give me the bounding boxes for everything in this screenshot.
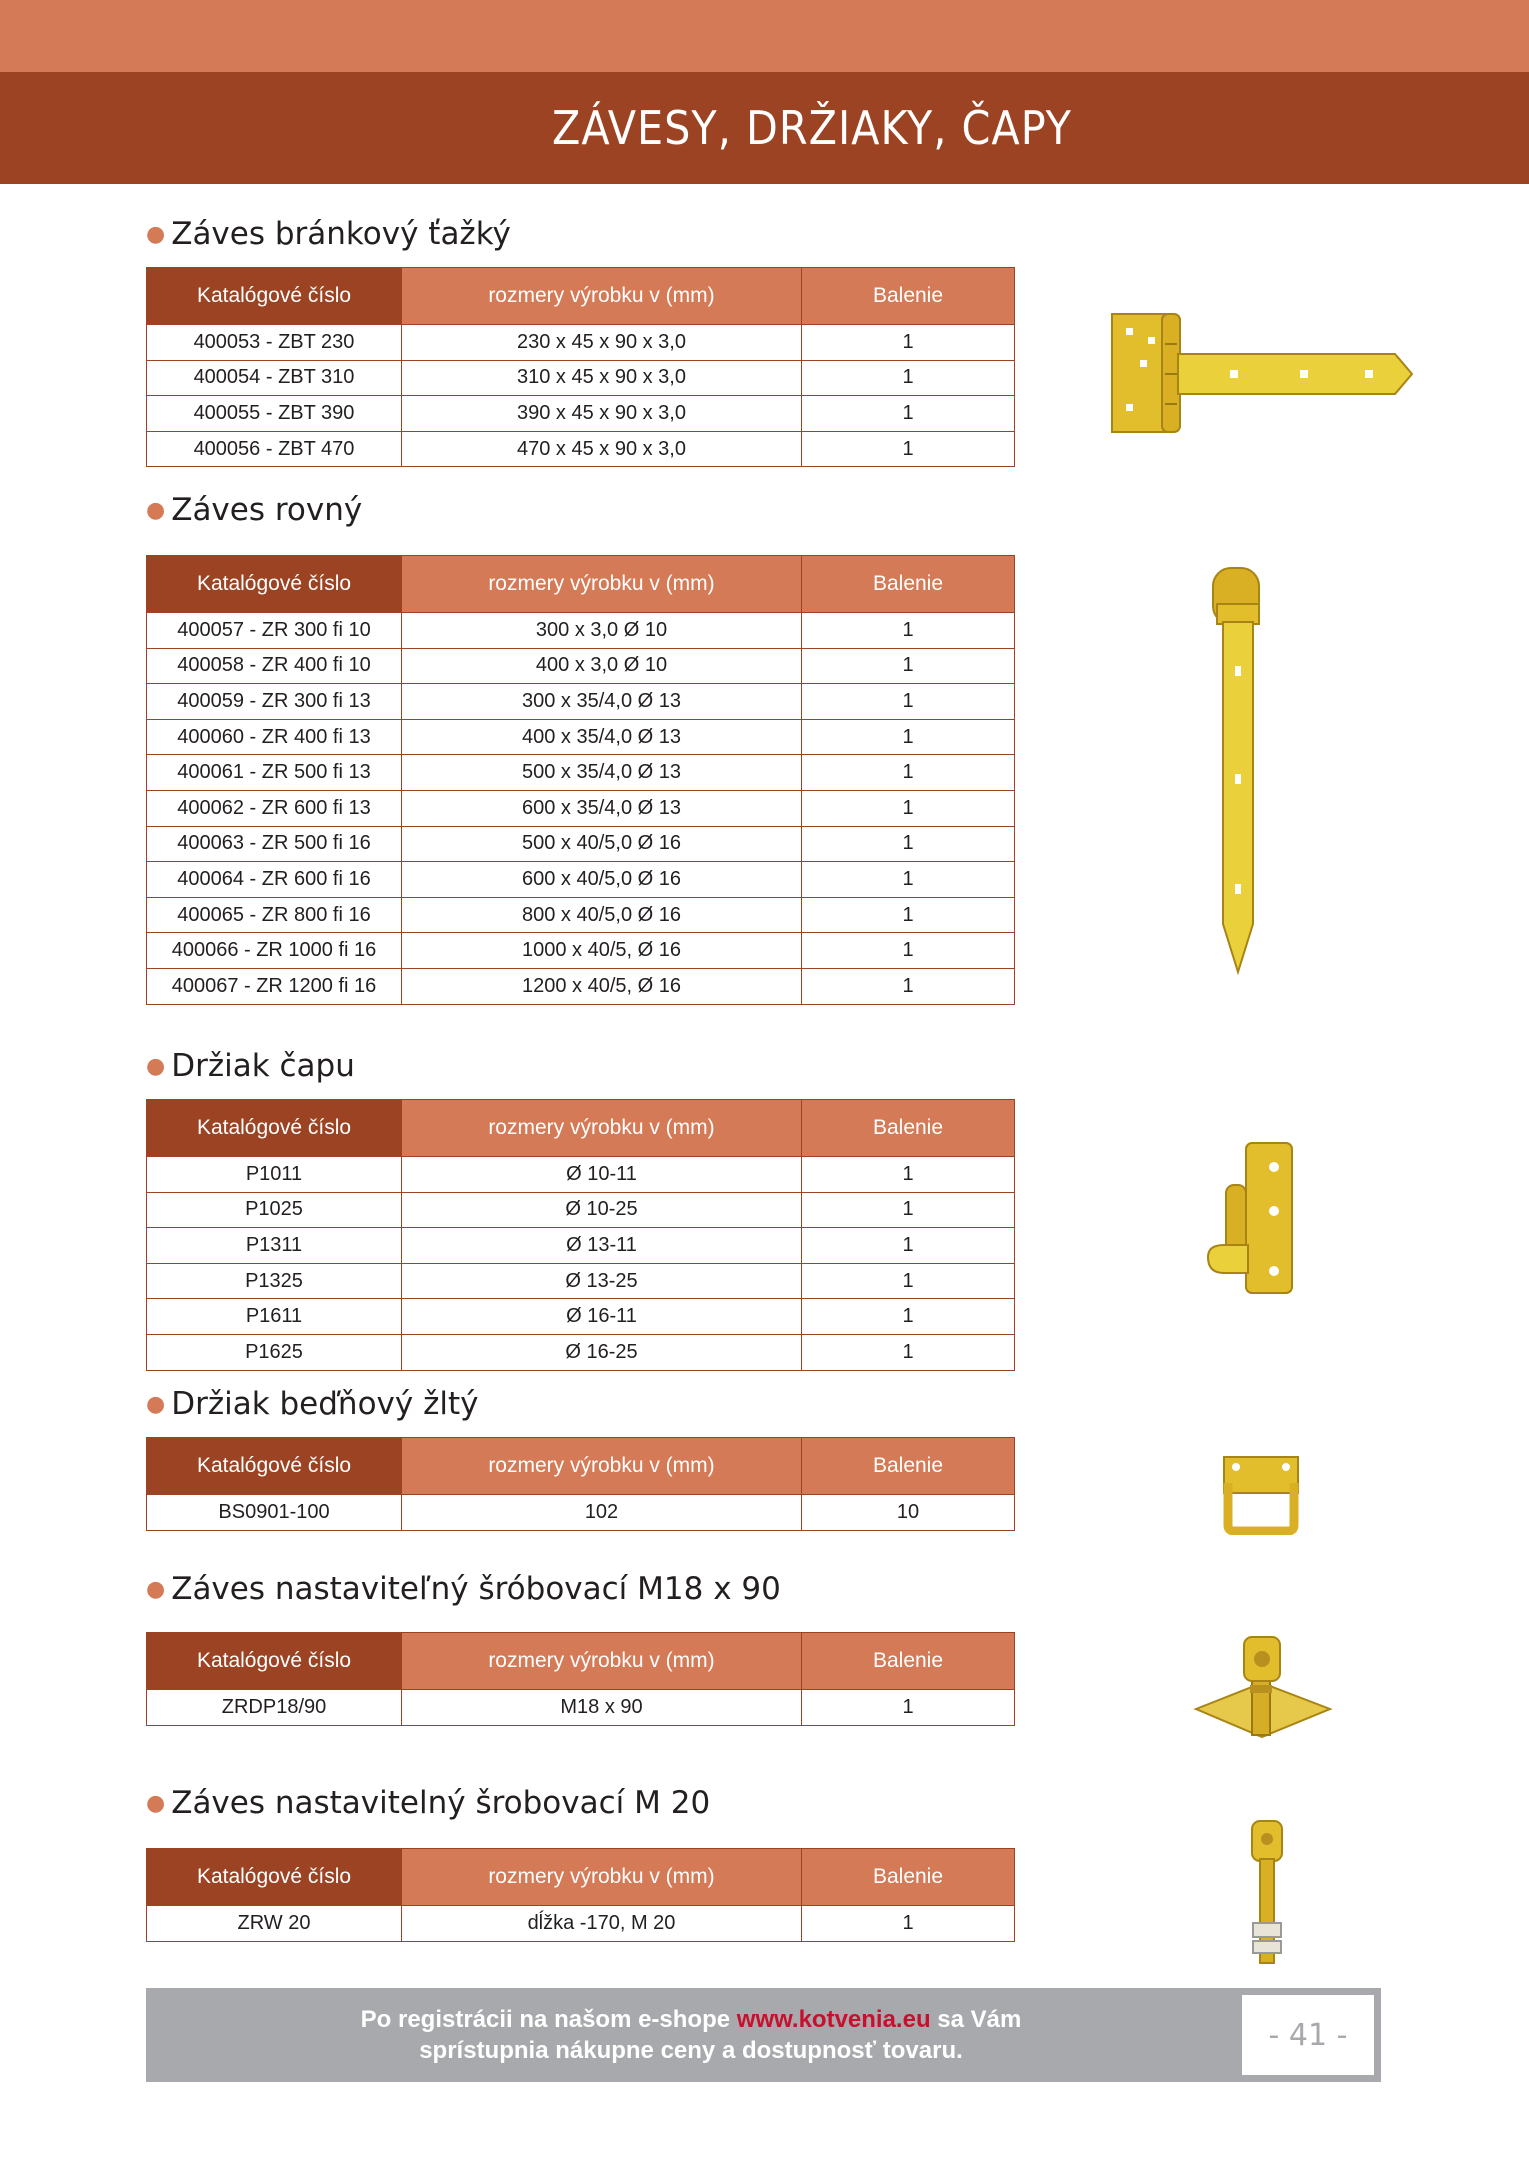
cell-dimensions: 600 x 35/4,0 Ø 13 (402, 790, 802, 826)
header-dimensions: rozmery výrobku v (mm) (402, 1100, 802, 1157)
cell-dimensions: Ø 10-11 (402, 1157, 802, 1193)
t-hinge-icon (1110, 312, 1415, 434)
cell-dimensions: 800 x 40/5,0 Ø 16 (402, 897, 802, 933)
cell-packaging: 10 (802, 1495, 1015, 1531)
cell-catalog-number: P1311 (147, 1228, 402, 1264)
cell-packaging: 1 (802, 325, 1015, 361)
cell-dimensions: dĺžka -170, M 20 (402, 1906, 802, 1942)
cell-catalog-number: 400055 - ZBT 390 (147, 396, 402, 432)
header-dimensions: rozmery výrobku v (mm) (402, 556, 802, 613)
footer-line-1 (361, 2004, 1022, 2035)
table-row (147, 755, 1015, 791)
cell-packaging: 1 (802, 684, 1015, 720)
bullet-icon: ● (146, 1392, 166, 1417)
header-catalog-number: Katalógové číslo (147, 1100, 402, 1157)
section-zaves-rovny (146, 487, 1014, 1005)
cell-catalog-number: 400066 - ZR 1000 fi 16 (147, 933, 402, 969)
cell-dimensions: 1200 x 40/5, Ø 16 (402, 968, 802, 1004)
header-catalog-number: Katalógové číslo (147, 268, 402, 325)
product-table (146, 555, 1015, 1005)
cell-dimensions: 102 (402, 1495, 802, 1531)
section-title (146, 1043, 1014, 1089)
cell-packaging: 1 (802, 1690, 1015, 1726)
cell-catalog-number: 400054 - ZBT 310 (147, 360, 402, 396)
table-header-row (147, 268, 1015, 325)
cell-dimensions: 400 x 3,0 Ø 10 (402, 648, 802, 684)
section-title (146, 1566, 1014, 1612)
cell-dimensions: 310 x 45 x 90 x 3,0 (402, 360, 802, 396)
cell-packaging: 1 (802, 1906, 1015, 1942)
screw-hinge-m20-icon (1240, 1819, 1294, 1967)
cell-dimensions: M18 x 90 (402, 1690, 802, 1726)
section-title (146, 1780, 1014, 1826)
section-title (146, 487, 1014, 533)
cell-packaging: 1 (802, 396, 1015, 432)
bullet-icon: ● (146, 1054, 166, 1079)
cell-dimensions: 500 x 35/4,0 Ø 13 (402, 755, 802, 791)
table-row (147, 325, 1015, 361)
cell-dimensions: Ø 16-25 (402, 1334, 802, 1370)
table-row (147, 1157, 1015, 1193)
cell-catalog-number: ZRDP18/90 (147, 1690, 402, 1726)
cell-catalog-number: P1011 (147, 1157, 402, 1193)
header-dimensions: rozmery výrobku v (mm) (402, 268, 802, 325)
footer-line-1-pre: Po registrácii na našom e-shope (360, 2006, 731, 2033)
section-drziak-capu (146, 1043, 1014, 1371)
header-dimensions: rozmery výrobku v (mm) (402, 1438, 802, 1495)
cell-catalog-number: 400057 - ZR 300 fi 10 (147, 613, 402, 649)
pin-holder-icon (1204, 1141, 1296, 1301)
table-row (147, 826, 1015, 862)
cell-catalog-number: ZRW 20 (147, 1906, 402, 1942)
section-title-text: Držiak čapu (171, 1048, 355, 1084)
product-table (146, 1437, 1015, 1531)
cell-dimensions: 1000 x 40/5, Ø 16 (402, 933, 802, 969)
table-row (147, 1906, 1015, 1942)
header-band (0, 0, 1529, 72)
cell-catalog-number: 400067 - ZR 1200 fi 16 (147, 968, 402, 1004)
cell-packaging: 1 (802, 755, 1015, 791)
cell-packaging: 1 (802, 719, 1015, 755)
cell-packaging: 1 (802, 897, 1015, 933)
cell-packaging: 1 (802, 1263, 1015, 1299)
table-row (147, 1299, 1015, 1335)
cell-packaging: 1 (802, 431, 1015, 467)
table-row (147, 613, 1015, 649)
header-catalog-number: Katalógové číslo (147, 1849, 402, 1906)
table-row (147, 684, 1015, 720)
cell-catalog-number: 400062 - ZR 600 fi 13 (147, 790, 402, 826)
header-dimensions: rozmery výrobku v (mm) (402, 1849, 802, 1906)
cell-packaging: 1 (802, 1192, 1015, 1228)
footer-text (146, 1988, 1236, 2082)
footer-line-1-post: sa Vám (937, 2006, 1022, 2033)
table-row (147, 897, 1015, 933)
cell-packaging: 1 (802, 826, 1015, 862)
cell-dimensions: 230 x 45 x 90 x 3,0 (402, 325, 802, 361)
table-row (147, 1690, 1015, 1726)
cell-catalog-number: P1325 (147, 1263, 402, 1299)
cell-catalog-number: 400065 - ZR 800 fi 16 (147, 897, 402, 933)
bullet-icon: ● (146, 222, 166, 247)
bullet-icon: ● (146, 1577, 166, 1602)
page-title: ZÁVESY, DRŽIAKY, ČAPY (0, 72, 1529, 184)
section-zaves-brankovy (146, 211, 1014, 467)
cell-catalog-number: 400053 - ZBT 230 (147, 325, 402, 361)
header-packaging: Balenie (802, 1633, 1015, 1690)
cell-catalog-number: 400063 - ZR 500 fi 16 (147, 826, 402, 862)
header-packaging: Balenie (802, 268, 1015, 325)
cell-catalog-number: 400059 - ZR 300 fi 13 (147, 684, 402, 720)
cell-dimensions: 600 x 40/5,0 Ø 16 (402, 862, 802, 898)
section-zaves-m18 (146, 1566, 1014, 1726)
header-catalog-number: Katalógové číslo (147, 1633, 402, 1690)
cell-dimensions: Ø 10-25 (402, 1192, 802, 1228)
table-header-row (147, 1100, 1015, 1157)
table-header-row (147, 1633, 1015, 1690)
table-row (147, 1495, 1015, 1531)
cell-dimensions: Ø 13-25 (402, 1263, 802, 1299)
cell-dimensions: Ø 16-11 (402, 1299, 802, 1335)
section-title (146, 211, 1014, 257)
cell-catalog-number: 400058 - ZR 400 fi 10 (147, 648, 402, 684)
table-row (147, 648, 1015, 684)
cell-catalog-number: 400064 - ZR 600 fi 16 (147, 862, 402, 898)
cell-packaging: 1 (802, 1228, 1015, 1264)
table-row (147, 933, 1015, 969)
table-row (147, 862, 1015, 898)
cell-packaging: 1 (802, 648, 1015, 684)
cell-packaging: 1 (802, 360, 1015, 396)
header-catalog-number: Katalógové číslo (147, 1438, 402, 1495)
cell-catalog-number: BS0901-100 (147, 1495, 402, 1531)
cell-packaging: 1 (802, 933, 1015, 969)
section-title-text: Záves bránkový ťažký (171, 216, 511, 252)
product-table (146, 1099, 1015, 1371)
table-row (147, 360, 1015, 396)
header-packaging: Balenie (802, 1849, 1015, 1906)
strap-hinge-icon (1203, 564, 1273, 976)
cell-packaging: 1 (802, 613, 1015, 649)
cell-catalog-number: 400060 - ZR 400 fi 13 (147, 719, 402, 755)
section-title-text: Záves rovný (171, 492, 363, 528)
header-packaging: Balenie (802, 556, 1015, 613)
section-title-text: Záves nastaviteľný šróbovací M18 x 90 (171, 1571, 781, 1607)
cell-dimensions: 300 x 35/4,0 Ø 13 (402, 684, 802, 720)
cell-dimensions: 300 x 3,0 Ø 10 (402, 613, 802, 649)
table-row (147, 790, 1015, 826)
cell-catalog-number: 400056 - ZBT 470 (147, 431, 402, 467)
table-row (147, 968, 1015, 1004)
product-table (146, 267, 1015, 467)
cell-catalog-number: 400061 - ZR 500 fi 13 (147, 755, 402, 791)
table-header-row (147, 1438, 1015, 1495)
cell-packaging: 1 (802, 1334, 1015, 1370)
table-row (147, 1263, 1015, 1299)
cell-packaging: 1 (802, 862, 1015, 898)
cell-packaging: 1 (802, 1299, 1015, 1335)
cell-packaging: 1 (802, 790, 1015, 826)
header-packaging: Balenie (802, 1100, 1015, 1157)
cell-dimensions: 400 x 35/4,0 Ø 13 (402, 719, 802, 755)
header-packaging: Balenie (802, 1438, 1015, 1495)
cell-dimensions: 500 x 40/5,0 Ø 16 (402, 826, 802, 862)
header-dimensions: rozmery výrobku v (mm) (402, 1633, 802, 1690)
plate-screw-hinge-icon (1192, 1633, 1334, 1773)
bullet-icon: ● (146, 1791, 166, 1816)
bullet-icon: ● (146, 498, 166, 523)
cell-packaging: 1 (802, 1157, 1015, 1193)
cell-catalog-number: P1025 (147, 1192, 402, 1228)
cell-catalog-number: P1625 (147, 1334, 402, 1370)
cell-dimensions: 390 x 45 x 90 x 3,0 (402, 396, 802, 432)
table-row (147, 1334, 1015, 1370)
section-title (146, 1381, 1014, 1427)
product-table (146, 1848, 1015, 1942)
crate-handle-icon (1218, 1453, 1304, 1535)
table-row (147, 1192, 1015, 1228)
cell-dimensions: Ø 13-11 (402, 1228, 802, 1264)
footer-line-2: sprístupnia nákupne ceny a dostupnosť tovaru. (419, 2037, 963, 2064)
cell-catalog-number: P1611 (147, 1299, 402, 1335)
section-zaves-m20 (146, 1780, 1014, 1942)
footer-banner (146, 1988, 1381, 2082)
table-row (147, 719, 1015, 755)
table-row (147, 396, 1015, 432)
product-table (146, 1632, 1015, 1726)
table-row (147, 431, 1015, 467)
footer-url-link[interactable]: www.kotvenia.eu (736, 2006, 931, 2033)
table-header-row (147, 1849, 1015, 1906)
section-drziak-bednovy (146, 1381, 1014, 1531)
page-number: - 41 - (1239, 1992, 1377, 2078)
header-catalog-number: Katalógové číslo (147, 556, 402, 613)
table-header-row (147, 556, 1015, 613)
cell-packaging: 1 (802, 968, 1015, 1004)
table-row (147, 1228, 1015, 1264)
section-title-text: Držiak beďňový žltý (171, 1386, 479, 1422)
section-title-text: Záves nastavitelný šrobovací M 20 (171, 1785, 711, 1821)
cell-dimensions: 470 x 45 x 90 x 3,0 (402, 431, 802, 467)
